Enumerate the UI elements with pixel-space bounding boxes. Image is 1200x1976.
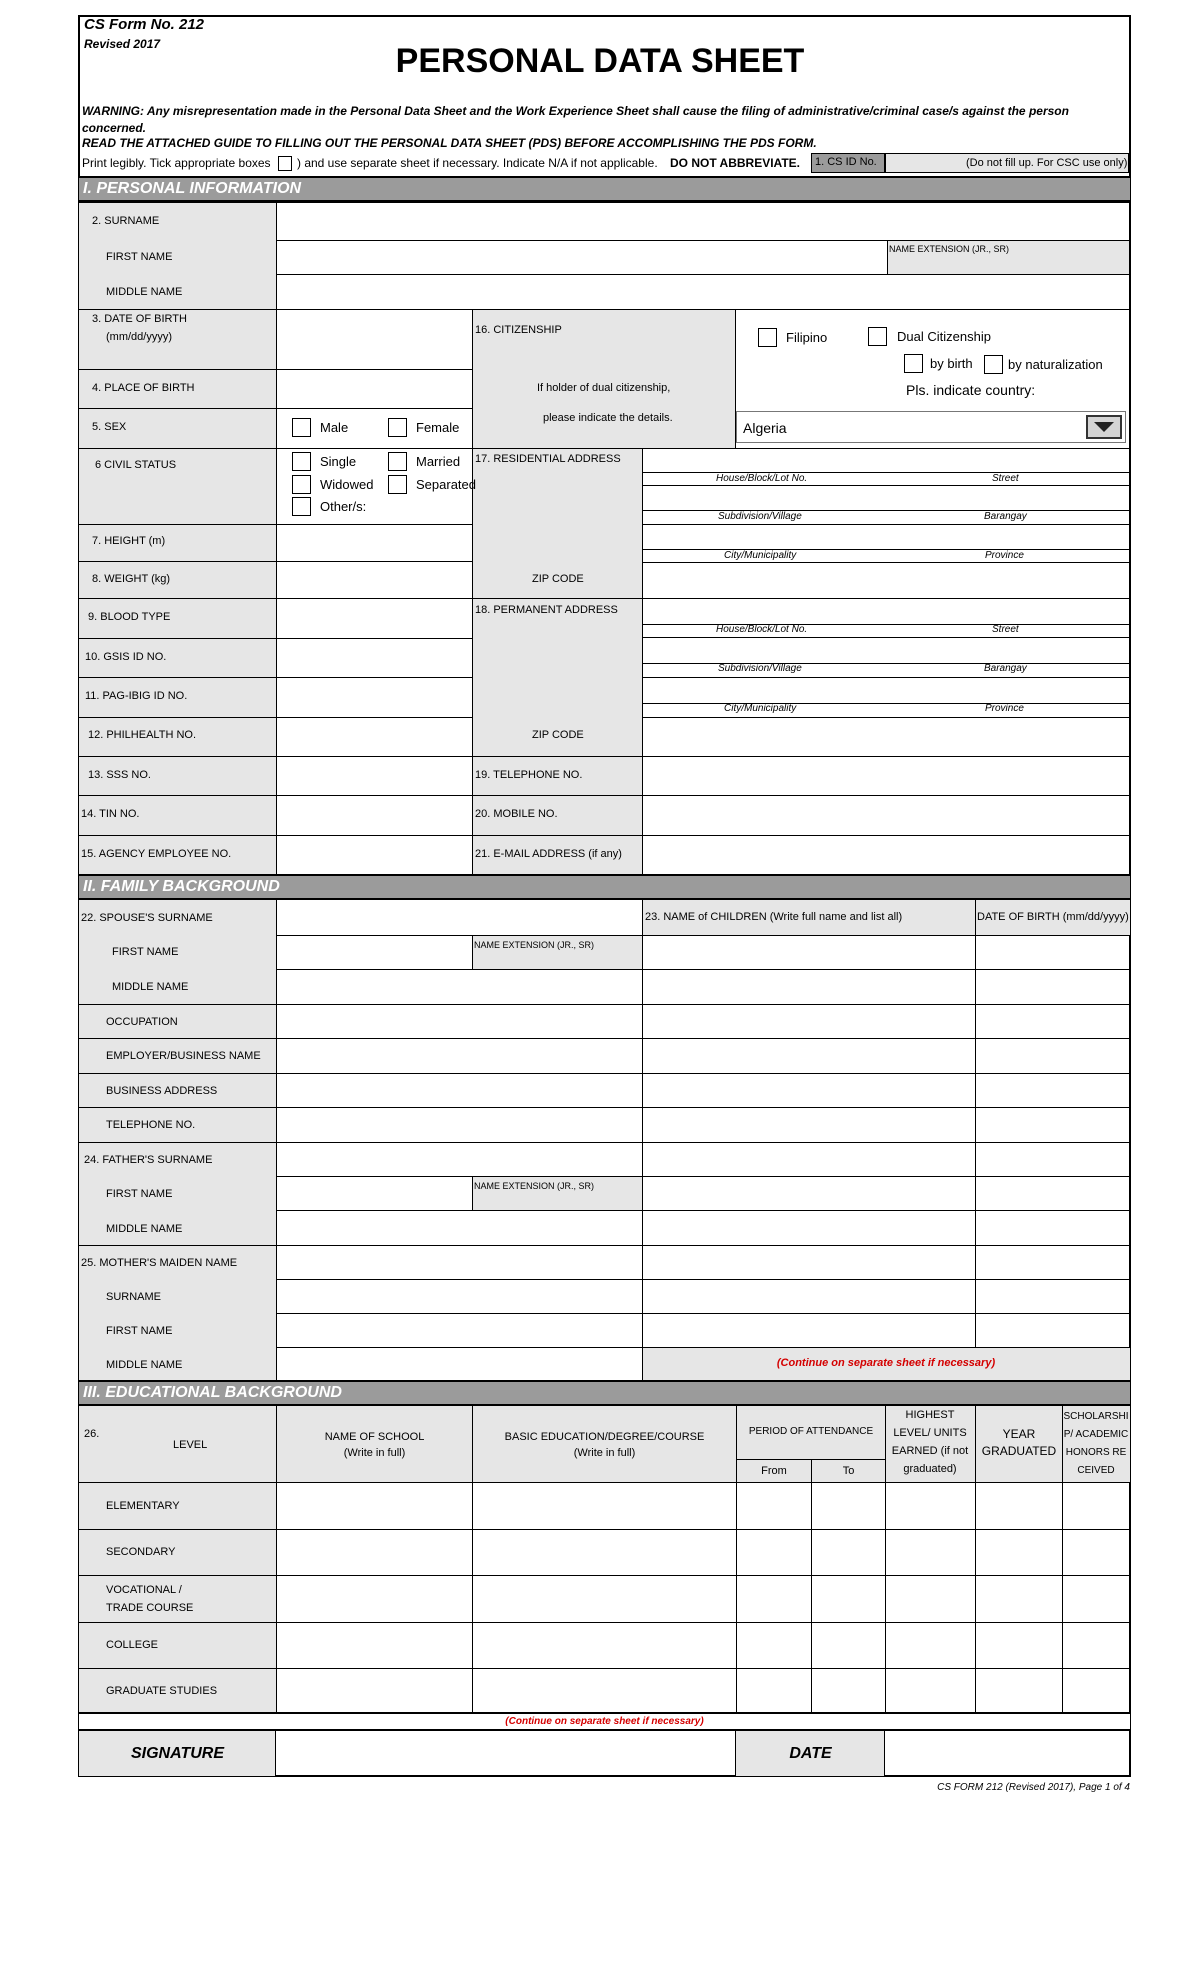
indicate-country-label: Pls. indicate country: (906, 382, 1036, 398)
email-label: 21. E-MAIL ADDRESS (if any) (475, 848, 622, 860)
level-elementary: ELEMENTARY (106, 1500, 180, 1512)
mother-middle-name-label: MIDDLE NAME (106, 1359, 183, 1371)
country-select[interactable] (736, 411, 1126, 443)
period-to-header: To (842, 1465, 855, 1477)
country-select-value: Algeria (743, 420, 787, 436)
res-street-label: Street (992, 473, 1019, 484)
level-graduate-studies: GRADUATE STUDIES (106, 1685, 218, 1697)
email-field[interactable] (643, 836, 1129, 873)
dual-note-2: please indicate the details. (543, 412, 673, 424)
level-header: LEVEL (173, 1439, 208, 1451)
by-naturalization-checkbox[interactable] (984, 355, 1003, 374)
perm-city-field[interactable] (643, 678, 1129, 702)
education-level-col (79, 1482, 276, 1712)
res-city-label: City/Municipality (724, 550, 797, 561)
res-zip-field[interactable] (643, 563, 1129, 597)
filipino-checkbox[interactable] (758, 328, 777, 347)
res-province-label: Province (985, 550, 1024, 561)
sex-label: 5. SEX (92, 421, 127, 433)
page-title: PERSONAL DATA SHEET (395, 42, 805, 80)
level-secondary: SECONDARY (106, 1546, 176, 1558)
course-header-sub: (Write in full) (573, 1447, 636, 1459)
agency-employee-label: 15. AGENCY EMPLOYEE NO. (81, 848, 232, 860)
mobile-label: 20. MOBILE NO. (475, 808, 558, 820)
children-header-label: 23. NAME of CHILDREN (Write full name and list all) (645, 911, 903, 923)
civil-married-label: Married (416, 454, 461, 469)
civil-others-checkbox[interactable] (292, 497, 311, 516)
sex-male-label: Male (320, 420, 349, 435)
res-zip-label: ZIP CODE (532, 573, 584, 585)
occupation-label: OCCUPATION (106, 1016, 178, 1028)
sss-field[interactable] (277, 757, 471, 794)
read-guide-text: READ THE ATTACHED GUIDE TO FILLING OUT THE PERSONAL DATA SHEET (PDS) BEFORE ACCOMPLISHING THE PDS FORM. (82, 136, 817, 150)
course-header (473, 1425, 736, 1465)
civil-widowed-label: Widowed (320, 477, 374, 492)
spouse-telephone-label: TELEPHONE NO. (106, 1119, 196, 1131)
res-city-field[interactable] (643, 525, 1129, 548)
period-from-header: From (761, 1465, 787, 1477)
gsis-field[interactable] (277, 639, 471, 676)
mobile-field[interactable] (643, 796, 1129, 834)
revised-label: Revised 2017 (84, 37, 161, 51)
perm-street-label: Street (992, 624, 1019, 635)
agency-employee-field[interactable] (277, 836, 471, 873)
year-graduated-header: YEAR GRADUATED (981, 1427, 1057, 1458)
sex-male-checkbox[interactable] (292, 418, 311, 437)
sex-female-checkbox[interactable] (388, 418, 407, 437)
civil-married-checkbox[interactable] (388, 452, 407, 471)
signature-field[interactable] (277, 1731, 736, 1776)
perm-barangay-label: Barangay (984, 663, 1027, 674)
sex-female-label: Female (416, 420, 460, 435)
civil-single-checkbox[interactable] (292, 452, 311, 471)
perm-subdivision-label: Subdivision/Village (718, 663, 802, 674)
page-footer: CS FORM 212 (Revised 2017), Page 1 of 4 (937, 1782, 1130, 1793)
continue-family-note: (Continue on separate sheet if necessary) (776, 1357, 996, 1369)
form-number: CS Form No. 212 (84, 16, 205, 33)
course-header-title: BASIC EDUCATION/DEGREE/COURSE (504, 1431, 705, 1443)
res-subdivision-label: Subdivision/Village (718, 511, 802, 522)
by-naturalization-label: by naturalization (1008, 357, 1103, 372)
level-trade-course: TRADE COURSE (106, 1602, 194, 1614)
section-educational-background: III. EDUCATIONAL BACKGROUND (79, 1380, 1130, 1406)
weight-label: 8. WEIGHT (kg) (92, 573, 171, 585)
pob-label: 4. PLACE OF BIRTH (92, 382, 195, 394)
father-first-name-label: FIRST NAME (106, 1188, 173, 1200)
surname-field[interactable] (277, 203, 1129, 239)
blood-type-field[interactable] (277, 599, 471, 637)
first-name-label: FIRST NAME (106, 251, 173, 263)
sss-label: 13. SSS NO. (88, 769, 151, 781)
surname-label: 2. SURNAME (92, 215, 160, 227)
highest-level-header: HIGHEST LEVEL/ UNITS EARNED (if not graduated) (891, 1409, 969, 1475)
civil-separated-label: Separated (416, 477, 476, 492)
height-label: 7. HEIGHT (m) (92, 535, 166, 547)
family-labels-col (79, 900, 276, 1380)
by-birth-checkbox[interactable] (904, 354, 923, 373)
res-house-field[interactable] (643, 449, 1129, 471)
chevron-down-icon (1088, 417, 1120, 437)
philhealth-label: 12. PHILHEALTH NO. (88, 729, 196, 741)
dob-field[interactable] (277, 310, 471, 368)
res-subdivision-field[interactable] (643, 486, 1129, 509)
dual-citizenship-checkbox[interactable] (868, 327, 887, 346)
perm-subdivision-field[interactable] (643, 638, 1129, 662)
tin-label: 14. TIN NO. (81, 808, 140, 820)
gsis-label: 10. GSIS ID NO. (85, 651, 167, 663)
civil-single-label: Single (320, 454, 357, 469)
first-name-field[interactable] (277, 241, 886, 273)
pagibig-label: 11. PAG-IBIG ID NO. (85, 690, 188, 702)
business-address-label: BUSINESS ADDRESS (106, 1085, 218, 1097)
education-number-label: 26. (84, 1428, 100, 1440)
perm-house-field[interactable] (643, 599, 1129, 623)
civil-status-label: 6 CIVIL STATUS (95, 459, 177, 471)
middle-name-label: MIDDLE NAME (106, 286, 183, 298)
citizenship-label: 16. CITIZENSHIP (475, 324, 562, 336)
continue-education-note: (Continue on separate sheet if necessary) (505, 1716, 704, 1727)
philhealth-field[interactable] (277, 718, 471, 755)
date-label: DATE (789, 1745, 832, 1762)
weight-field[interactable] (277, 562, 471, 597)
period-header: PERIOD OF ATTENDANCE (748, 1425, 874, 1437)
dob-label: 3. DATE OF BIRTH (92, 313, 187, 325)
name-extension-label: NAME EXTENSION (JR., SR) (889, 244, 1010, 254)
perm-house-label: House/Block/Lot No. (716, 624, 808, 635)
res-barangay-label: Barangay (984, 511, 1027, 522)
cs-id-label-box: 1. CS ID No. (811, 153, 885, 173)
civil-separated-checkbox[interactable] (388, 475, 407, 494)
print-legibly-text: Print legibly. Tick appropriate boxes (82, 156, 271, 170)
warning-text: WARNING: Any misrepresentation made in the Personal Data Sheet and the Work Experience Sheet shall cause the filing of administrative/criminal case/s against the person concerned. (82, 104, 1069, 135)
csc-use-note: (Do not fill up. For CSC use only) (966, 157, 1128, 169)
perm-zip-label: ZIP CODE (532, 729, 584, 741)
no-abbreviate-text: DO NOT ABBREVIATE. (670, 156, 801, 170)
section-personal-information: I. PERSONAL INFORMATION (79, 176, 1130, 202)
middle-name-field[interactable] (277, 275, 1129, 308)
section-family-background: II. FAMILY BACKGROUND (79, 874, 1130, 900)
school-header-title: NAME OF SCHOOL (324, 1431, 425, 1443)
spouse-first-name-label: FIRST NAME (112, 946, 179, 958)
telephone-label: 19. TELEPHONE NO. (475, 769, 583, 781)
filipino-label: Filipino (786, 330, 828, 345)
dual-citizenship-label: Dual Citizenship (897, 329, 991, 344)
residential-address-label: 17. RESIDENTIAL ADDRESS (475, 453, 621, 465)
perm-province-label: Province (985, 703, 1024, 714)
spouse-middle-name-label: MIDDLE NAME (112, 981, 189, 993)
perm-city-label: City/Municipality (724, 703, 797, 714)
signature-label: SIGNATURE (130, 1745, 225, 1762)
father-middle-name-label: MIDDLE NAME (106, 1223, 183, 1235)
honors-header: SCHOLARSHIP/ ACADEMIC HONORS RECEIVED (1063, 1411, 1129, 1476)
spouse-surname-label: 22. SPOUSE'S SURNAME (81, 912, 213, 924)
country-dropdown-button[interactable] (1086, 415, 1122, 439)
school-header (277, 1425, 472, 1465)
dob-format-label: (mm/dd/yyyy) (106, 331, 172, 343)
mother-surname-label: SURNAME (106, 1291, 162, 1303)
telephone-field[interactable] (643, 757, 1129, 794)
school-header-sub: (Write in full) (343, 1447, 406, 1459)
res-house-label: House/Block/Lot No. (716, 473, 808, 484)
blood-type-label: 9. BLOOD TYPE (88, 611, 171, 623)
date-field[interactable] (886, 1731, 1129, 1776)
perm-zip-field[interactable] (643, 718, 1129, 755)
permanent-address-label: 18. PERMANENT ADDRESS (475, 604, 618, 616)
by-birth-label: by birth (930, 356, 973, 371)
print-legibly-text-2: ) and use separate sheet if necessary. Indicate N/A if not applicable. (297, 156, 658, 170)
height-field[interactable] (277, 525, 471, 560)
pagibig-field[interactable] (277, 678, 471, 716)
level-vocational: VOCATIONAL / (106, 1584, 182, 1596)
dual-note-1: If holder of dual citizenship, (537, 382, 671, 394)
civil-others-label: Other/s: (320, 499, 367, 514)
level-college: COLLEGE (106, 1639, 158, 1651)
children-dob-header-label: DATE OF BIRTH (mm/dd/yyyy) (977, 911, 1129, 923)
sample-checkbox (278, 156, 292, 171)
tin-field[interactable] (277, 796, 471, 834)
civil-widowed-checkbox[interactable] (292, 475, 311, 494)
father-name-ext-label: NAME EXTENSION (JR., SR) (474, 1181, 595, 1191)
mother-first-name-label: FIRST NAME (106, 1325, 173, 1337)
pob-field[interactable] (277, 370, 471, 407)
spouse-name-ext-label: NAME EXTENSION (JR., SR) (474, 940, 595, 950)
mother-maiden-label: 25. MOTHER'S MAIDEN NAME (81, 1257, 238, 1269)
employer-label: EMPLOYER/BUSINESS NAME (106, 1050, 261, 1062)
father-surname-label: 24. FATHER'S SURNAME (84, 1154, 213, 1166)
